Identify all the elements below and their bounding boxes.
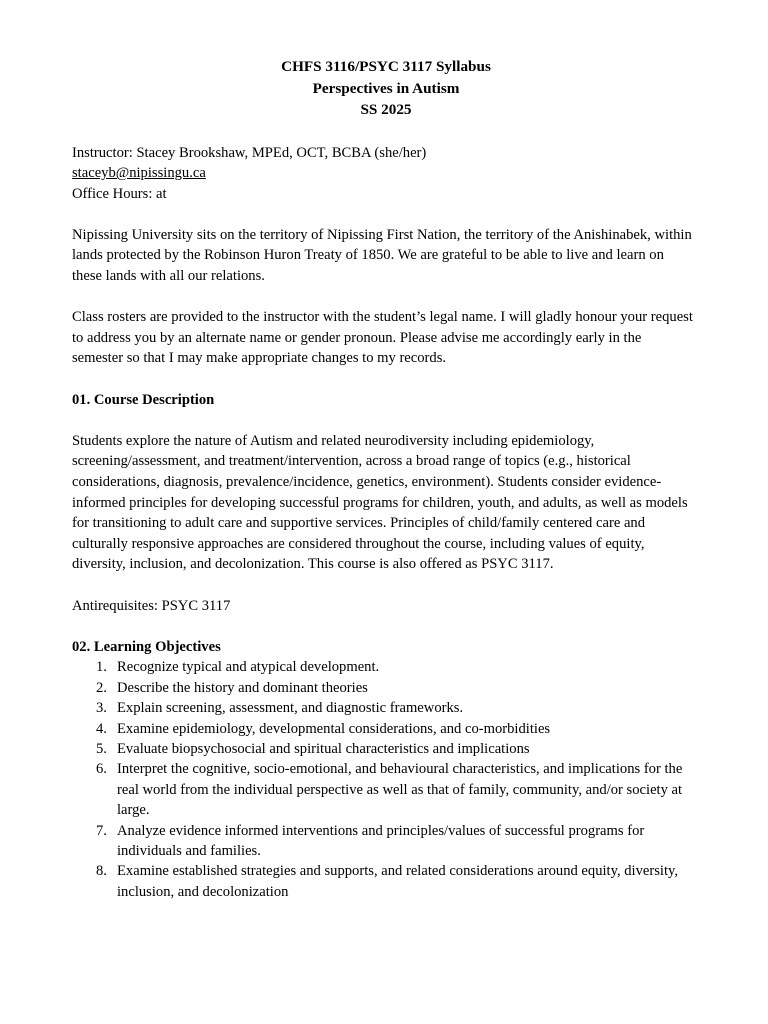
list-item: 3. Explain screening, assessment, and diagnostic frameworks. — [96, 700, 464, 717]
names-pronouns-statement: Class rosters are provided to the instructor with the student’s legal name. I will gladly honour your request to address you by an alternate name or gender pronoun. Please advise me accordingly early in the semester so that I may make appropriate changes to my records. — [72, 309, 693, 367]
list-item: 4. Examine epidemiology, developmental considerations, and co-morbidities — [96, 720, 551, 737]
office-hours-line: Office Hours: at — [72, 185, 167, 202]
course-description-body: Students explore the nature of Autism and related neurodiversity including epidemiology, screening/assessment, and treatment/intervention, across a broad range of topics (e.g., historical considerations, diagnosis, prevalence/incidence, genetics, environment). Students consider evidence-informed principles for developing successful programs for children, youth, and adults, as well as models for transitioning to adult care and supportive services. Principles of child/family centered care and culturally responsive approaches are considered throughout the course, including values of equity, diversity, inclusion, and decolonization. This course is also offered as PSYC 3117. — [72, 432, 688, 573]
list-item: 5. Evaluate biopsychosocial and spiritual characteristics and implications — [96, 740, 530, 757]
learning-objectives-heading: 02. Learning Objectives — [72, 638, 221, 655]
instructor-info — [72, 143, 696, 205]
instructor-email-link[interactable]: staceyb@nipissingu.ca — [72, 165, 206, 182]
list-item: 8. Examine established strategies and supports, and related considerations around equity, diversity, inclusion, and decolonization — [96, 863, 679, 900]
learning-objectives-list — [72, 657, 696, 902]
document-title-block — [76, 56, 696, 121]
land-acknowledgement: Nipissing University sits on the territory of Nipissing First Nation, the territory of the Anishinabek, within lands protected by the Robinson Huron Treaty of 1850. We are grateful to be able to live and learn on these lands with all our relations. — [72, 226, 692, 285]
list-item: 6. Interpret the cognitive, socio-emotional, and behavioural characteristics, and implications for the real world from the individual perspective as well as that of family, community, and/or society at large. — [96, 761, 683, 819]
syllabus-page — [72, 56, 696, 902]
list-item: 1. Recognize typical and atypical development. — [96, 659, 380, 676]
course-name-title: Perspectives in Autism — [312, 79, 460, 97]
antirequisites-line: Antirequisites: PSYC 3117 — [72, 597, 231, 614]
list-item: 7. Analyze evidence informed interventions and principles/values of successful programs for individuals and families. — [96, 822, 645, 859]
course-code-title: CHFS 3116/PSYC 3117 Syllabus — [281, 58, 491, 75]
course-description-heading: 01. Course Description — [72, 391, 215, 408]
instructor-line: Instructor: Stacey Brookshaw, MPEd, OCT, BCBA (she/her) — [72, 144, 427, 161]
list-item: 2. Describe the history and dominant theories — [96, 679, 368, 696]
term-title: SS 2025 — [360, 101, 412, 118]
